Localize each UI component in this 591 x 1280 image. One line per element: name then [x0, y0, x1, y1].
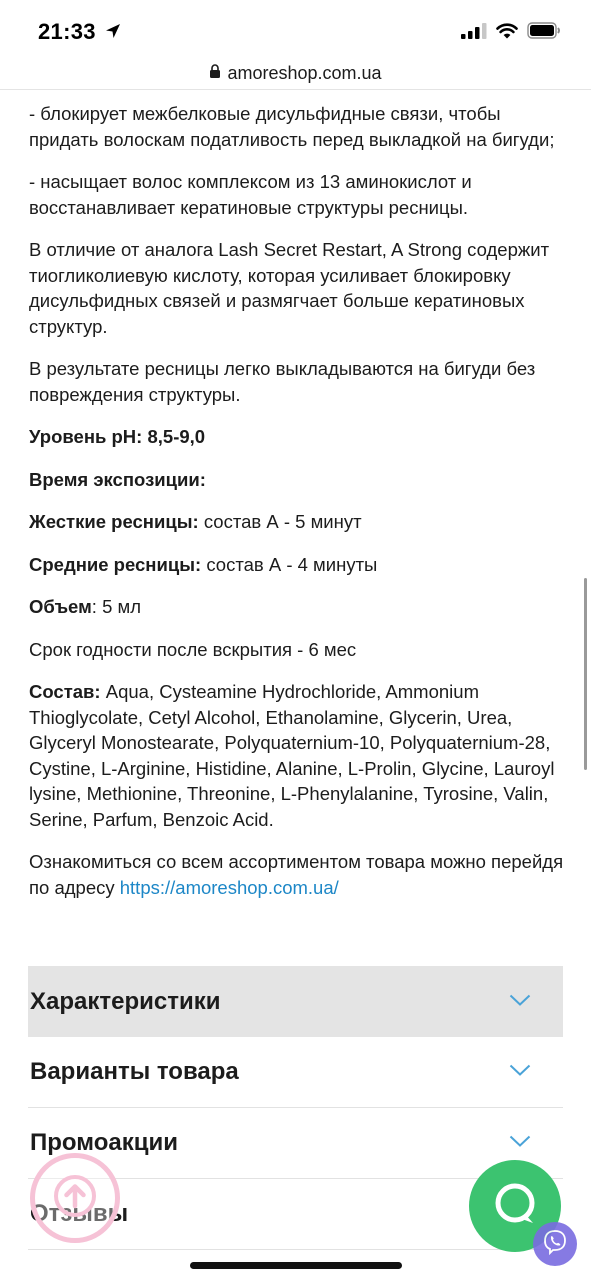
hard-lashes-label: Жесткие ресницы: [29, 511, 199, 532]
shelf-life: Срок годности после вскрытия - 6 мес [29, 638, 357, 660]
ph-label: Уровень pH: 8,5-9,0 [29, 426, 206, 447]
medium-lashes-label: Средние ресницы: [29, 553, 202, 575]
battery-icon [527, 22, 561, 44]
browser-address-bar[interactable] [0, 58, 591, 90]
assortment-text: Ознакомиться со всем ассортиментом товара можно перейдя по адресу [29, 851, 564, 898]
assortment-note [29, 849, 569, 900]
exposure-time [29, 467, 569, 493]
lock-icon [209, 64, 221, 83]
description-paragraph: - блокирует межбелковые дисульфидные связи, чтобы придать волоскам податливость перед выкладкой на бигуди; [29, 103, 555, 150]
description-paragraph: В отличие от аналога Lash Secret Restart, A Strong содержит тиогликолиевую кислоту, которая усиливает блокировку дисульфидных связей и размягчает больше кератиновых структур. [29, 239, 550, 337]
chevron-down-icon [509, 1063, 531, 1081]
hard-lashes-value: состав А - 5 минут [198, 511, 362, 532]
exposure-label: Время экспозиции: [29, 468, 206, 490]
viber-icon [542, 1229, 568, 1260]
volume [29, 594, 569, 620]
medium-lashes-time [29, 552, 569, 578]
home-indicator [190, 1262, 402, 1269]
accordion-title: Варианты товара [30, 1058, 239, 1085]
description-paragraph: - насыщает волос комплексом из 13 аминокислот и восстанавливает кератиновые структуры ресницы. [29, 171, 472, 218]
description-paragraph: В результате ресницы легко выкладываются на бигуди без повреждения структуры. [29, 358, 536, 405]
volume-value: : 5 мл [91, 596, 142, 617]
wifi-icon [496, 23, 518, 44]
status-bar [0, 0, 591, 58]
composition [29, 679, 569, 832]
scroll-to-top-button[interactable] [30, 1153, 120, 1243]
composition-value: Aqua, Cysteamine Hydrochloride, Ammonium Thioglycolate, Cetyl Alcohol, Ethanolamine, Glycerin, Urea, Glyceryl Monostearate, Polyquaternium-10, Polyquaternium-28, Cystine, L-Arginine, Histidine, Alanine, L-Prolin, Glycine, Lauroyl lysine, Methionine, Threonine, L-Phenylalanine, Tyrosine, Valin, Serine, Parfum, Benzoic Acid. [29, 681, 555, 830]
chevron-down-icon [509, 993, 531, 1011]
status-time: 21:33 [38, 19, 96, 44]
location-arrow-icon [104, 22, 122, 45]
url-text: amoreshop.com.ua [227, 63, 382, 83]
signal-icon [461, 23, 487, 44]
composition-label: Состав: [29, 681, 101, 702]
accordion-title: Отзывы [30, 1200, 129, 1227]
chat-bubble-icon [492, 1181, 538, 1232]
volume-label: Объем [29, 596, 92, 617]
ph-level [29, 424, 569, 450]
product-description [29, 101, 569, 917]
viber-button[interactable] [533, 1222, 577, 1266]
assortment-link[interactable]: https://amoreshop.com.ua/ [119, 876, 339, 898]
chevron-down-icon [509, 1134, 531, 1152]
accordion-characteristics[interactable] [28, 966, 563, 1037]
status-icons [461, 22, 561, 44]
accordion-title: Промоакции [30, 1129, 178, 1156]
hard-lashes-time [29, 509, 569, 535]
scrollbar[interactable] [584, 578, 587, 770]
accordion-title: Характеристики [30, 987, 221, 1015]
arrow-up-icon [53, 1174, 97, 1223]
medium-lashes-value: состав А - 4 минуты [201, 553, 378, 575]
accordion-product-variants[interactable] [28, 1037, 563, 1108]
